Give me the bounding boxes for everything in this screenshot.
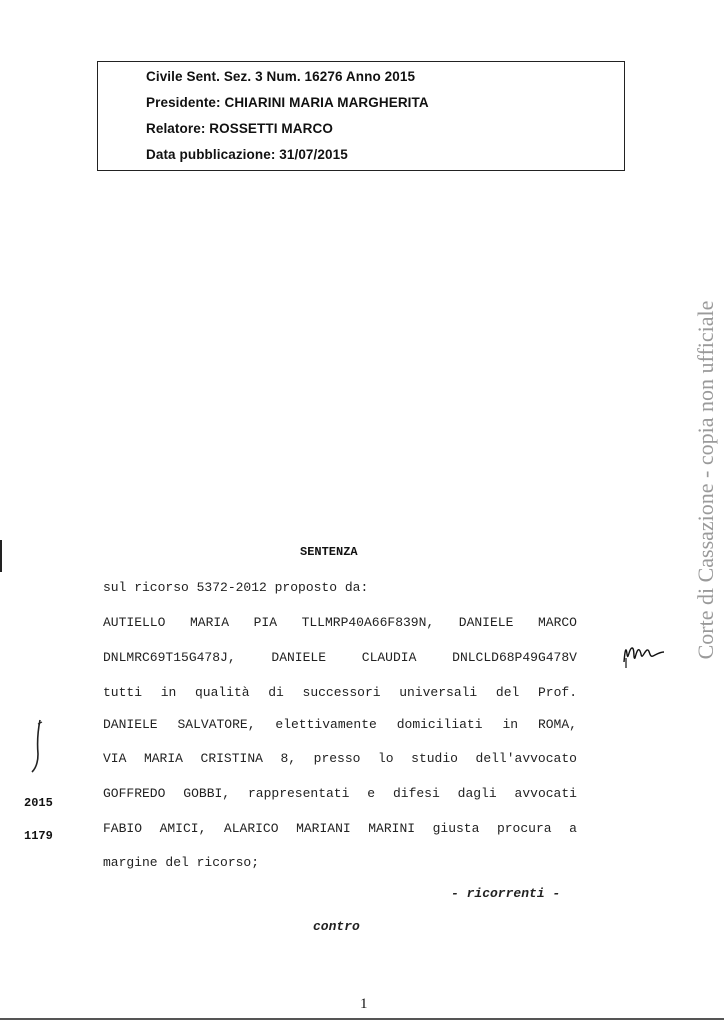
word: avvocati xyxy=(514,786,577,801)
word: MARINI xyxy=(368,821,416,836)
word: DNLMRC69T15G478J, xyxy=(103,650,236,665)
word: ALARICO xyxy=(223,821,279,836)
word: presso xyxy=(313,751,361,766)
word: MARIANI xyxy=(296,821,351,836)
body-line-7 xyxy=(103,786,577,801)
document-title: SENTENZA xyxy=(300,545,358,559)
initials-signature xyxy=(620,640,666,672)
word: DANIELE xyxy=(271,650,326,665)
header-box xyxy=(97,61,625,171)
word: PIA xyxy=(253,615,277,630)
body-line-3 xyxy=(103,650,577,665)
body-line-5 xyxy=(103,717,577,732)
word: tutti xyxy=(103,685,143,700)
word: Prof. xyxy=(537,685,577,700)
contro-label: contro xyxy=(313,919,360,934)
word: qualità xyxy=(194,685,250,700)
word: in xyxy=(502,717,519,732)
word: MARIA xyxy=(190,615,230,630)
word: procura xyxy=(496,821,552,836)
word: DANIELE xyxy=(103,717,158,732)
word: VIA xyxy=(103,751,127,766)
word: 8, xyxy=(280,751,297,766)
word: CRISTINA xyxy=(200,751,263,766)
word: e xyxy=(367,786,376,801)
body-line-2 xyxy=(103,615,577,630)
word: giusta xyxy=(432,821,480,836)
word: FABIO xyxy=(103,821,143,836)
body-line-8 xyxy=(103,821,577,836)
word: rappresentati xyxy=(247,786,350,801)
word: di xyxy=(268,685,284,700)
word: lo xyxy=(378,751,394,766)
body-line-1: sul ricorso 5372-2012 proposto da: xyxy=(103,580,369,595)
header-line-rapporteur: Relatore: ROSSETTI MARCO xyxy=(146,121,333,136)
header-line-president: Presidente: CHIARINI MARIA MARGHERITA xyxy=(146,95,429,110)
word: GOFFREDO xyxy=(103,786,166,801)
word: DANIELE xyxy=(458,615,514,630)
word: AUTIELLO xyxy=(103,615,166,630)
page-number: 1 xyxy=(360,996,368,1012)
word: TLLMRP40A66F839N, xyxy=(301,615,435,630)
word: in xyxy=(160,685,177,700)
word: universali xyxy=(399,685,478,700)
body-line-9: margine del ricorso; xyxy=(103,855,260,870)
margin-year: 2015 xyxy=(24,796,53,810)
left-margin-rule xyxy=(0,540,2,572)
word: a xyxy=(569,821,577,836)
word: studio xyxy=(411,751,458,766)
word: ROMA, xyxy=(537,717,577,732)
word: DNLCLD68P49G478V xyxy=(452,650,577,665)
header-line-publication-date: Data pubblicazione: 31/07/2015 xyxy=(146,147,348,162)
word: SALVATORE, xyxy=(177,717,256,732)
body-line-4 xyxy=(103,685,577,700)
word: domiciliati xyxy=(396,717,483,732)
bottom-rule xyxy=(0,1018,724,1020)
word: AMICI, xyxy=(159,821,207,836)
word: del xyxy=(495,685,520,700)
word: MARIA xyxy=(143,751,183,766)
handwritten-mark xyxy=(28,718,48,774)
word: elettivamente xyxy=(275,717,377,732)
word: difesi xyxy=(392,786,440,801)
header-line-section: Civile Sent. Sez. 3 Num. 16276 Anno 2015 xyxy=(146,69,416,84)
word: successori xyxy=(302,685,381,700)
body-line-6 xyxy=(103,751,577,766)
word: CLAUDIA xyxy=(361,650,417,665)
word: MARCO xyxy=(537,615,577,630)
word: dell'avvocato xyxy=(475,751,577,766)
word: GOBBI, xyxy=(183,786,231,801)
watermark: Corte di Cassazione - copia non ufficiale xyxy=(693,300,718,660)
ricorrenti-label: - ricorrenti - xyxy=(451,886,561,901)
word: dagli xyxy=(457,786,497,801)
margin-number: 1179 xyxy=(24,829,53,843)
